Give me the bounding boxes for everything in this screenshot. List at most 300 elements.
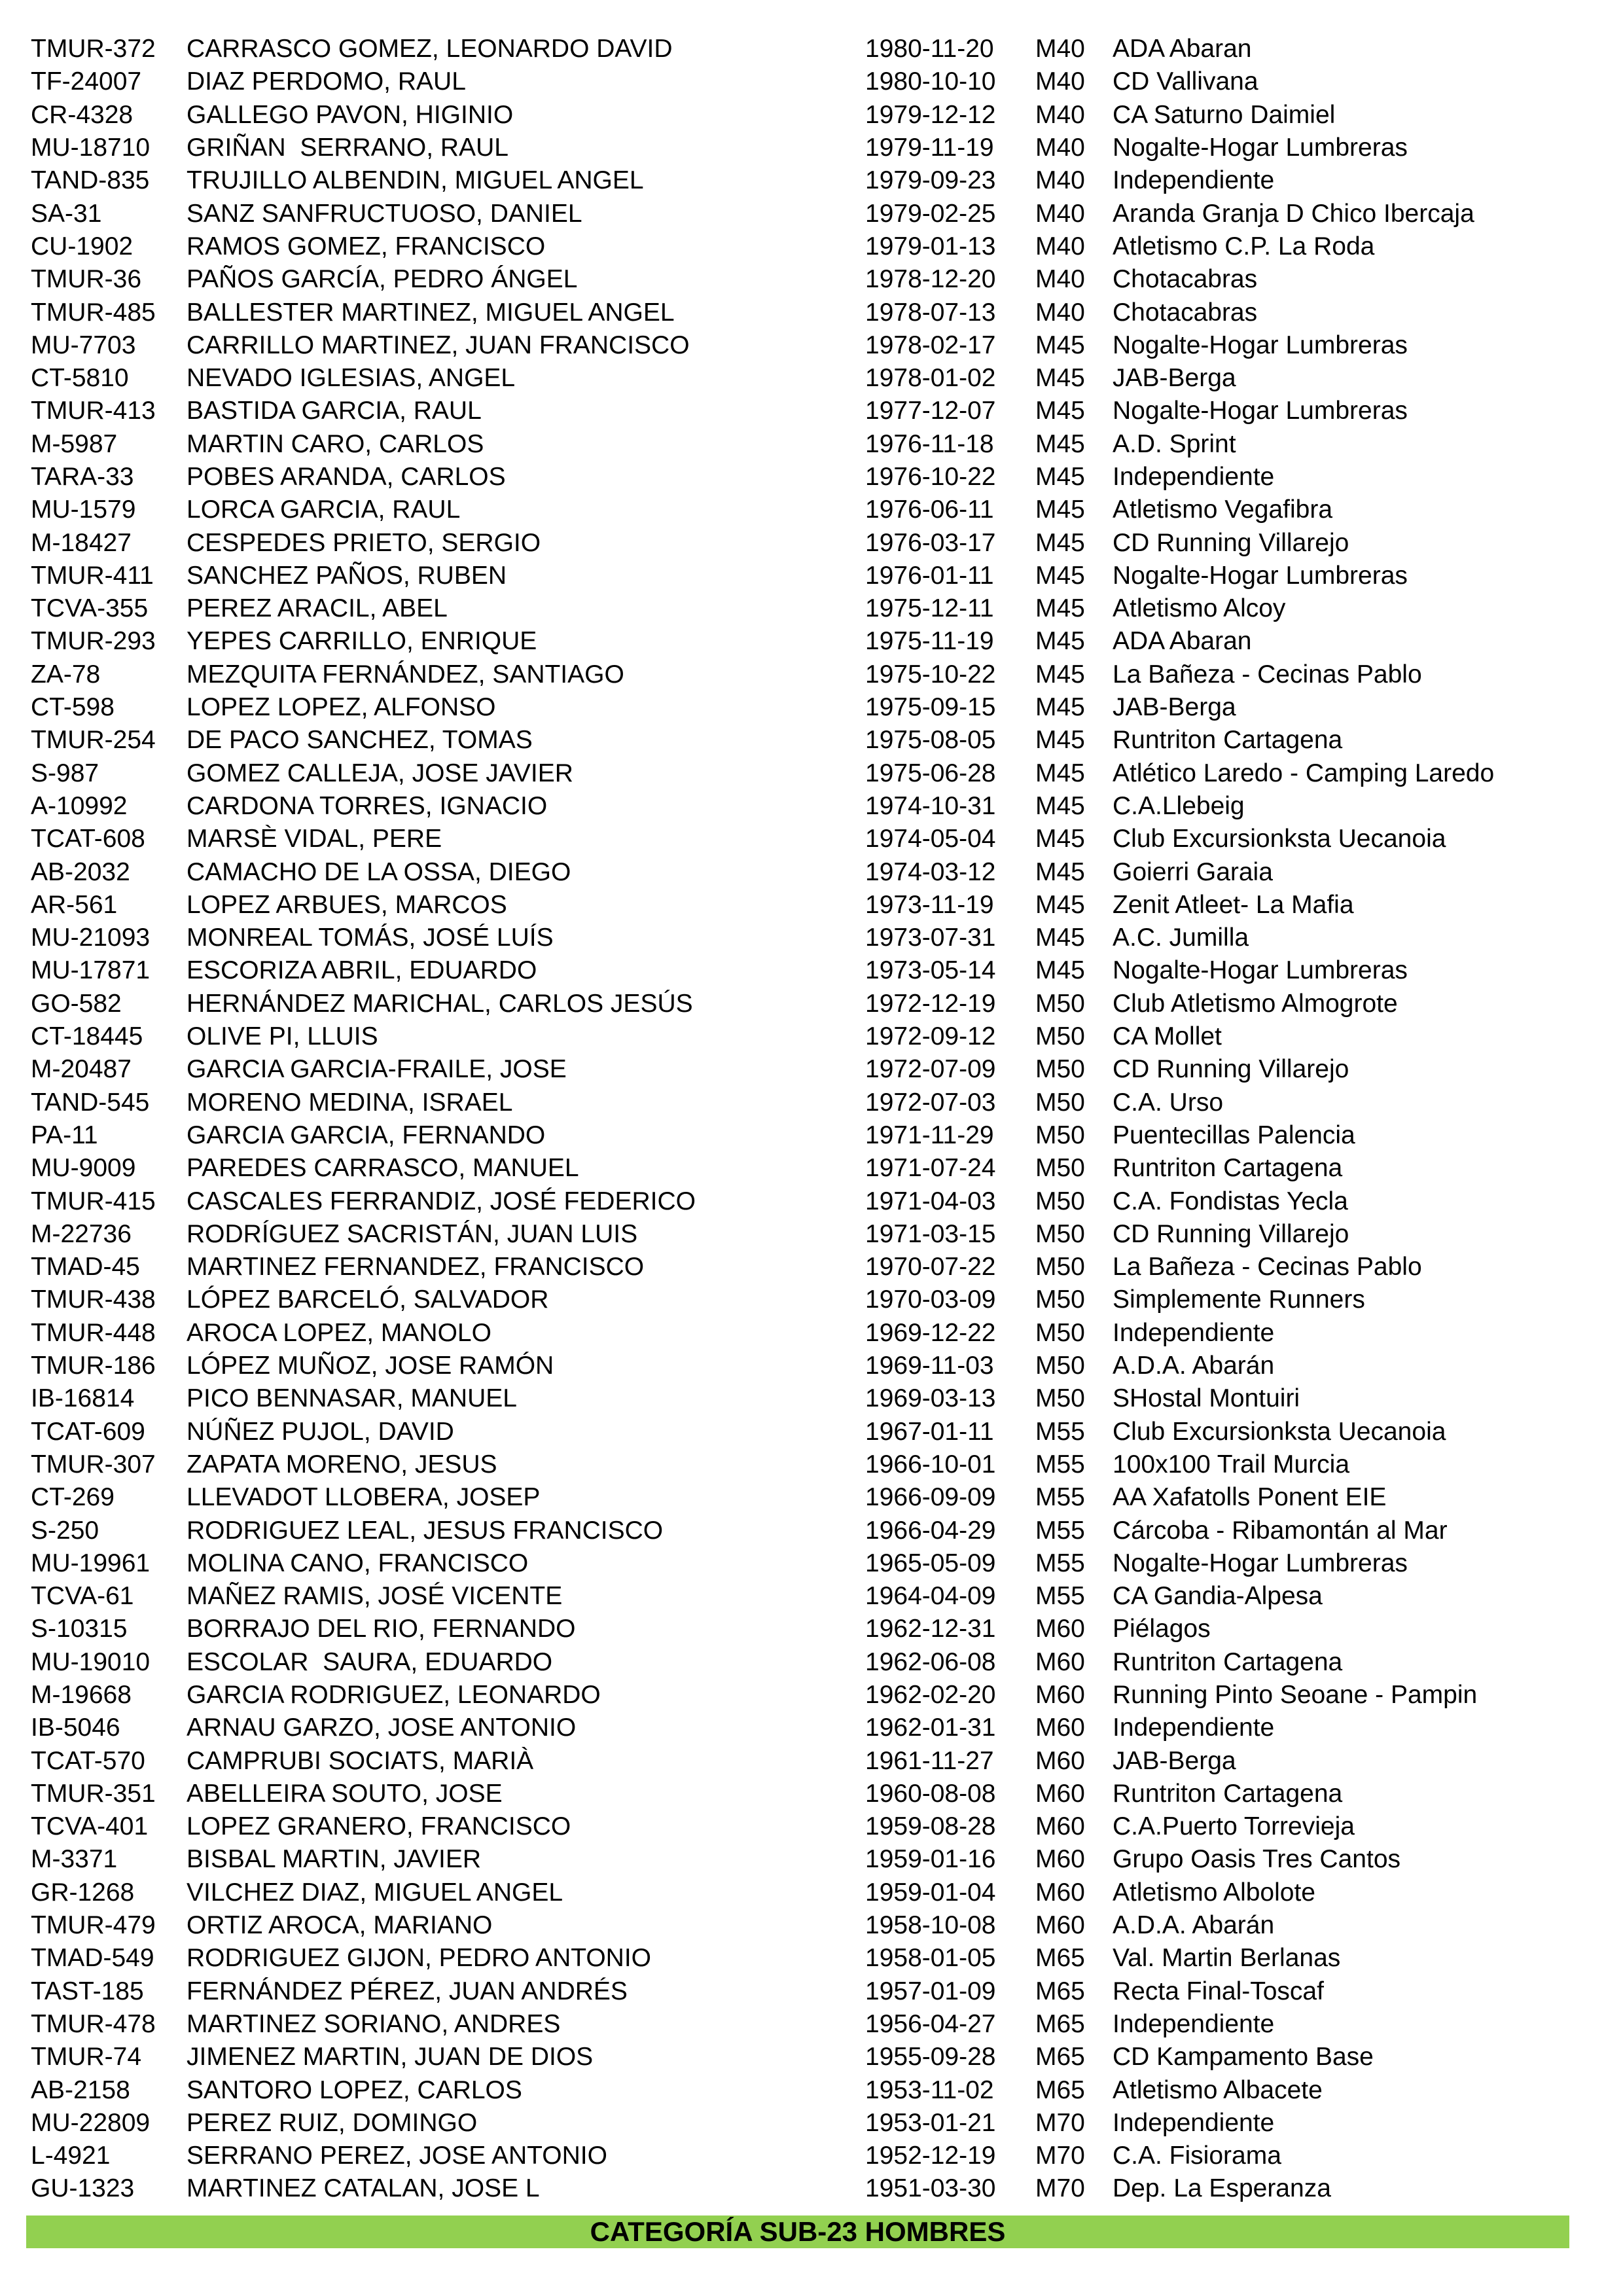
cell-license: ZA-78: [31, 660, 101, 689]
cell-athlete_name: GARCIA GARCIA, FERNANDO: [187, 1121, 546, 1149]
cell-athlete_name: LOPEZ GRANERO, FRANCISCO: [187, 1812, 571, 1841]
cell-category: M55: [1035, 1450, 1085, 1479]
table-row: [0, 1514, 1623, 1547]
cell-club: CA Mollet: [1113, 1022, 1222, 1051]
table-row: [0, 889, 1623, 922]
cell-athlete_name: YEPES CARRILLO, ENRIQUE: [187, 627, 537, 656]
cell-license: CU-1902: [31, 232, 134, 260]
cell-club: CD Running Villarejo: [1113, 1219, 1349, 1248]
cell-category: M40: [1035, 134, 1085, 162]
cell-athlete_name: ARNAU GARZO, JOSE ANTONIO: [187, 1713, 577, 1742]
cell-license: TCAT-608: [31, 825, 145, 853]
cell-license: TMUR-254: [31, 726, 156, 755]
cell-license: TCAT-609: [31, 1417, 145, 1446]
cell-category: M40: [1035, 298, 1085, 327]
cell-category: M45: [1035, 594, 1085, 623]
table-row: [0, 493, 1623, 526]
cell-birthdate: 1973-05-14: [865, 956, 996, 985]
cell-category: M45: [1035, 791, 1085, 820]
cell-birthdate: 1962-02-20: [865, 1680, 996, 1709]
cell-category: M70: [1035, 2142, 1085, 2170]
cell-club: Zenit Atleet- La Mafia: [1113, 890, 1354, 919]
cell-birthdate: 1975-10-22: [865, 660, 996, 689]
cell-license: IB-5046: [31, 1713, 120, 1742]
cell-category: M40: [1035, 232, 1085, 260]
cell-license: TAND-545: [31, 1088, 150, 1117]
table-row: [0, 823, 1623, 855]
cell-birthdate: 1971-03-15: [865, 1219, 996, 1248]
cell-license: MU-7703: [31, 331, 136, 359]
table-row: [0, 1481, 1623, 1514]
cell-athlete_name: LOPEZ LOPEZ, ALFONSO: [187, 693, 496, 722]
cell-athlete_name: MARTIN CARO, CARLOS: [187, 429, 484, 458]
cell-club: Independiente: [1113, 2108, 1275, 2137]
cell-athlete_name: GRIÑAN SERRANO, RAUL: [187, 134, 508, 162]
cell-category: M50: [1035, 1352, 1085, 1380]
cell-license: GU-1323: [31, 2174, 135, 2203]
cell-athlete_name: MARTINEZ SORIANO, ANDRES: [187, 2009, 561, 2038]
cell-license: MU-18710: [31, 134, 151, 162]
cell-club: Runtriton Cartagena: [1113, 1647, 1343, 1676]
cell-athlete_name: OLIVE PI, LLUIS: [187, 1022, 378, 1051]
table-row: [0, 99, 1623, 132]
cell-birthdate: 1958-10-08: [865, 1911, 996, 1940]
cell-athlete_name: TRUJILLO ALBENDIN, MIGUEL ANGEL: [187, 166, 644, 195]
table-row: [0, 1942, 1623, 1975]
cell-club: Chotacabras: [1113, 265, 1258, 294]
table-row: [0, 526, 1623, 559]
cell-birthdate: 1979-01-13: [865, 232, 996, 260]
cell-license: TMUR-415: [31, 1187, 156, 1215]
cell-category: M60: [1035, 1845, 1085, 1874]
table-row: [0, 1613, 1623, 1645]
cell-license: TMUR-307: [31, 1450, 156, 1479]
cell-club: A.C. Jumilla: [1113, 924, 1249, 952]
cell-birthdate: 1969-12-22: [865, 1318, 996, 1347]
table-row: [0, 1876, 1623, 1909]
cell-birthdate: 1969-03-13: [865, 1384, 996, 1413]
table-row: [0, 691, 1623, 724]
cell-category: M40: [1035, 35, 1085, 63]
cell-license: TMUR-186: [31, 1352, 156, 1380]
cell-category: M45: [1035, 463, 1085, 491]
cell-birthdate: 1957-01-09: [865, 1977, 996, 2005]
cell-birthdate: 1975-12-11: [865, 594, 994, 623]
cell-category: M50: [1035, 1022, 1085, 1051]
table-row: [0, 1778, 1623, 1810]
cell-athlete_name: RODRIGUEZ GIJON, PEDRO ANTONIO: [187, 1944, 652, 1973]
cell-athlete_name: MARSÈ VIDAL, PERE: [187, 825, 442, 853]
cell-category: M50: [1035, 1253, 1085, 1282]
table-row: [0, 625, 1623, 658]
cell-club: Nogalte-Hogar Lumbreras: [1113, 561, 1408, 590]
cell-birthdate: 1979-02-25: [865, 199, 996, 228]
cell-category: M65: [1035, 1944, 1085, 1973]
cell-club: A.D.A. Abarán: [1113, 1352, 1275, 1380]
cell-athlete_name: LLEVADOT LLOBERA, JOSEP: [187, 1483, 541, 1512]
cell-club: ADA Abaran: [1113, 35, 1252, 63]
cell-category: M45: [1035, 693, 1085, 722]
table-row: [0, 362, 1623, 395]
cell-birthdate: 1975-09-15: [865, 693, 996, 722]
table-row: [0, 2008, 1623, 2041]
cell-club: Runtriton Cartagena: [1113, 1779, 1343, 1808]
cell-license: GR-1268: [31, 1878, 135, 1907]
cell-club: CD Running Villarejo: [1113, 528, 1349, 557]
cell-birthdate: 1966-04-29: [865, 1516, 996, 1545]
cell-club: CD Running Villarejo: [1113, 1055, 1349, 1084]
cell-athlete_name: ESCOLAR SAURA, EDUARDO: [187, 1647, 553, 1676]
cell-athlete_name: VILCHEZ DIAZ, MIGUEL ANGEL: [187, 1878, 563, 1907]
cell-athlete_name: SERRANO PEREZ, JOSE ANTONIO: [187, 2142, 607, 2170]
cell-birthdate: 1966-10-01: [865, 1450, 996, 1479]
table-row: [0, 132, 1623, 164]
cell-category: M40: [1035, 67, 1085, 96]
cell-club: La Bañeza - Cecinas Pablo: [1113, 1253, 1422, 1282]
cell-birthdate: 1967-01-11: [865, 1417, 994, 1446]
cell-license: M-19668: [31, 1680, 132, 1709]
table-row: [0, 855, 1623, 888]
cell-birthdate: 1976-06-11: [865, 495, 994, 524]
cell-license: TCAT-570: [31, 1746, 145, 1775]
cell-club: Runtriton Cartagena: [1113, 726, 1343, 755]
cell-club: La Bañeza - Cecinas Pablo: [1113, 660, 1422, 689]
table-row: [0, 33, 1623, 65]
cell-birthdate: 1980-11-20: [865, 35, 994, 63]
cell-license: M-5987: [31, 429, 118, 458]
cell-athlete_name: ESCORIZA ABRIL, EDUARDO: [187, 956, 537, 985]
cell-athlete_name: GALLEGO PAVON, HIGINIO: [187, 100, 514, 129]
table-row: [0, 296, 1623, 329]
cell-club: Club Atletismo Almogrote: [1113, 989, 1398, 1018]
cell-category: M45: [1035, 956, 1085, 985]
cell-club: CD Vallivana: [1113, 67, 1258, 96]
table-row: [0, 592, 1623, 625]
cell-license: MU-22809: [31, 2108, 151, 2137]
cell-birthdate: 1975-08-05: [865, 726, 996, 755]
cell-birthdate: 1977-12-07: [865, 397, 996, 425]
cell-athlete_name: DIAZ PERDOMO, RAUL: [187, 67, 466, 96]
cell-category: M55: [1035, 1483, 1085, 1512]
cell-club: Atletismo Albolote: [1113, 1878, 1316, 1907]
cell-athlete_name: MEZQUITA FERNÁNDEZ, SANTIAGO: [187, 660, 624, 689]
cell-club: Atletismo Vegafibra: [1113, 495, 1333, 524]
cell-club: A.D. Sprint: [1113, 429, 1236, 458]
cell-club: SHostal Montuiri: [1113, 1384, 1300, 1413]
cell-category: M50: [1035, 1055, 1085, 1084]
table-row: [0, 164, 1623, 197]
cell-license: L-4921: [31, 2142, 111, 2170]
cell-birthdate: 1958-01-05: [865, 1944, 996, 1973]
cell-license: TCVA-61: [31, 1582, 134, 1611]
cell-category: M60: [1035, 1779, 1085, 1808]
cell-category: M65: [1035, 2043, 1085, 2072]
cell-category: M60: [1035, 1680, 1085, 1709]
cell-club: Puentecillas Palencia: [1113, 1121, 1355, 1149]
table-row: [0, 1580, 1623, 1613]
cell-license: TCVA-401: [31, 1812, 149, 1841]
cell-category: M50: [1035, 1121, 1085, 1149]
cell-license: MU-9009: [31, 1154, 136, 1183]
cell-club: C.A. Fisiorama: [1113, 2142, 1281, 2170]
cell-club: Club Excursionksta Uecanoia: [1113, 825, 1446, 853]
cell-category: M40: [1035, 166, 1085, 195]
cell-license: TF-24007: [31, 67, 142, 96]
cell-athlete_name: MOLINA CANO, FRANCISCO: [187, 1549, 529, 1577]
cell-club: CA Gandia-Alpesa: [1113, 1582, 1323, 1611]
cell-birthdate: 1970-07-22: [865, 1253, 996, 1282]
cell-athlete_name: PEREZ ARACIL, ABEL: [187, 594, 448, 623]
cell-birthdate: 1972-09-12: [865, 1022, 996, 1051]
cell-birthdate: 1966-09-09: [865, 1483, 996, 1512]
cell-club: Grupo Oasis Tres Cantos: [1113, 1845, 1401, 1874]
cell-category: M60: [1035, 1746, 1085, 1775]
cell-athlete_name: FERNÁNDEZ PÉREZ, JUAN ANDRÉS: [187, 1977, 628, 2005]
cell-birthdate: 1978-07-13: [865, 298, 996, 327]
cell-birthdate: 1961-11-27: [865, 1746, 994, 1775]
table-row: [0, 658, 1623, 691]
table-row: [0, 922, 1623, 954]
table-row: [0, 1547, 1623, 1580]
cell-athlete_name: GARCIA GARCIA-FRAILE, JOSE: [187, 1055, 567, 1084]
table-row: [0, 954, 1623, 987]
cell-club: Aranda Granja D Chico Ibercaja: [1113, 199, 1474, 228]
cell-category: M50: [1035, 1187, 1085, 1215]
cell-category: M45: [1035, 528, 1085, 557]
cell-category: M40: [1035, 100, 1085, 129]
cell-category: M70: [1035, 2108, 1085, 2137]
table-row: [0, 724, 1623, 757]
cell-athlete_name: SANZ SANFRUCTUOSO, DANIEL: [187, 199, 582, 228]
cell-club: CA Saturno Daimiel: [1113, 100, 1336, 129]
cell-athlete_name: MARTINEZ CATALAN, JOSE L: [187, 2174, 540, 2203]
table-row: [0, 1679, 1623, 1712]
cell-category: M45: [1035, 660, 1085, 689]
cell-athlete_name: NÚÑEZ PUJOL, DAVID: [187, 1417, 454, 1446]
cell-athlete_name: GARCIA RODRIGUEZ, LEONARDO: [187, 1680, 601, 1709]
cell-license: TAST-185: [31, 1977, 144, 2005]
cell-license: TMUR-36: [31, 265, 142, 294]
cell-athlete_name: ABELLEIRA SOUTO, JOSE: [187, 1779, 503, 1808]
cell-birthdate: 1978-12-20: [865, 265, 996, 294]
cell-category: M45: [1035, 890, 1085, 919]
cell-category: M55: [1035, 1549, 1085, 1577]
cell-category: M60: [1035, 1911, 1085, 1940]
cell-club: Nogalte-Hogar Lumbreras: [1113, 397, 1408, 425]
cell-license: TMUR-479: [31, 1911, 156, 1940]
cell-club: C.A.Llebeig: [1113, 791, 1245, 820]
cell-athlete_name: MARTINEZ FERNANDEZ, FRANCISCO: [187, 1253, 645, 1282]
cell-category: M50: [1035, 989, 1085, 1018]
cell-birthdate: 1976-11-18: [865, 429, 994, 458]
table-row: [0, 1810, 1623, 1843]
cell-athlete_name: SANCHEZ PAÑOS, RUBEN: [187, 561, 507, 590]
cell-athlete_name: BALLESTER MARTINEZ, MIGUEL ANGEL: [187, 298, 675, 327]
cell-birthdate: 1969-11-03: [865, 1352, 994, 1380]
cell-category: M65: [1035, 2009, 1085, 2038]
cell-birthdate: 1974-03-12: [865, 857, 996, 886]
cell-athlete_name: BASTIDA GARCIA, RAUL: [187, 397, 482, 425]
cell-birthdate: 1959-08-28: [865, 1812, 996, 1841]
cell-license: M-22736: [31, 1219, 132, 1248]
cell-birthdate: 1973-07-31: [865, 924, 996, 952]
cell-club: Atlético Laredo - Camping Laredo: [1113, 759, 1495, 787]
cell-birthdate: 1959-01-04: [865, 1878, 996, 1907]
cell-athlete_name: LORCA GARCIA, RAUL: [187, 495, 461, 524]
cell-license: S-250: [31, 1516, 99, 1545]
cell-birthdate: 1962-12-31: [865, 1615, 996, 1643]
cell-club: ADA Abaran: [1113, 627, 1252, 656]
cell-category: M45: [1035, 397, 1085, 425]
table-row: [0, 65, 1623, 98]
cell-athlete_name: CASCALES FERRANDIZ, JOSÉ FEDERICO: [187, 1187, 696, 1215]
cell-category: M45: [1035, 924, 1085, 952]
table-row: [0, 1909, 1623, 1942]
cell-license: AR-561: [31, 890, 118, 919]
cell-category: M55: [1035, 1417, 1085, 1446]
cell-license: TMUR-485: [31, 298, 156, 327]
category-footer-label: CATEGORÍA SUB-23 HOMBRES: [590, 2216, 1006, 2247]
table-row: [0, 560, 1623, 592]
table-row: [0, 1218, 1623, 1251]
cell-club: C.A. Urso: [1113, 1088, 1224, 1117]
cell-club: Atletismo Albacete: [1113, 2075, 1323, 2104]
cell-category: M50: [1035, 1219, 1085, 1248]
cell-category: M45: [1035, 825, 1085, 853]
cell-birthdate: 1951-03-30: [865, 2174, 996, 2203]
cell-license: MU-19961: [31, 1549, 151, 1577]
cell-club: Atletismo C.P. La Roda: [1113, 232, 1375, 260]
cell-birthdate: 1953-11-02: [865, 2075, 994, 2104]
cell-club: A.D.A. Abarán: [1113, 1911, 1275, 1940]
cell-license: CT-598: [31, 693, 115, 722]
cell-athlete_name: POBES ARANDA, CARLOS: [187, 463, 506, 491]
cell-license: IB-16814: [31, 1384, 135, 1413]
cell-birthdate: 1973-11-19: [865, 890, 994, 919]
cell-club: Piélagos: [1113, 1615, 1211, 1643]
cell-club: Independiente: [1113, 1713, 1275, 1742]
cell-license: SA-31: [31, 199, 102, 228]
cell-club: JAB-Berga: [1113, 1746, 1236, 1775]
cell-club: Independiente: [1113, 2009, 1275, 2038]
cell-birthdate: 1955-09-28: [865, 2043, 996, 2072]
cell-birthdate: 1978-01-02: [865, 364, 996, 393]
cell-license: TMAD-549: [31, 1944, 154, 1973]
cell-birthdate: 1979-12-12: [865, 100, 996, 129]
cell-category: M50: [1035, 1318, 1085, 1347]
cell-athlete_name: LÓPEZ MUÑOZ, JOSE RAMÓN: [187, 1352, 554, 1380]
cell-athlete_name: ZAPATA MORENO, JESUS: [187, 1450, 497, 1479]
cell-athlete_name: MORENO MEDINA, ISRAEL: [187, 1088, 513, 1117]
cell-category: M40: [1035, 265, 1085, 294]
cell-club: Cárcoba - Ribamontán al Mar: [1113, 1516, 1448, 1545]
cell-club: Club Excursionksta Uecanoia: [1113, 1417, 1446, 1446]
cell-athlete_name: HERNÁNDEZ MARICHAL, CARLOS JESÚS: [187, 989, 693, 1018]
cell-birthdate: 1975-11-19: [865, 627, 994, 656]
table-row: [0, 2172, 1623, 2205]
table-row: [0, 1119, 1623, 1152]
cell-category: M50: [1035, 1088, 1085, 1117]
cell-athlete_name: ORTIZ AROCA, MARIANO: [187, 1911, 493, 1940]
cell-category: M60: [1035, 1878, 1085, 1907]
cell-license: AB-2032: [31, 857, 130, 886]
cell-club: Nogalte-Hogar Lumbreras: [1113, 331, 1408, 359]
cell-athlete_name: PAREDES CARRASCO, MANUEL: [187, 1154, 579, 1183]
cell-club: Atletismo Alcoy: [1113, 594, 1286, 623]
cell-category: M70: [1035, 2174, 1085, 2203]
cell-birthdate: 1972-07-09: [865, 1055, 996, 1084]
cell-athlete_name: PAÑOS GARCÍA, PEDRO ÁNGEL: [187, 265, 578, 294]
cell-birthdate: 1974-05-04: [865, 825, 996, 853]
table-row: [0, 230, 1623, 263]
category-footer-banner: [26, 2215, 1569, 2248]
cell-athlete_name: LÓPEZ BARCELÓ, SALVADOR: [187, 1285, 549, 1314]
cell-license: TMUR-74: [31, 2043, 142, 2072]
cell-category: M45: [1035, 726, 1085, 755]
table-row: [0, 1415, 1623, 1448]
cell-club: Independiente: [1113, 463, 1275, 491]
cell-birthdate: 1953-01-21: [865, 2108, 996, 2137]
table-row: [0, 1350, 1623, 1382]
cell-athlete_name: LOPEZ ARBUES, MARCOS: [187, 890, 507, 919]
cell-license: CT-269: [31, 1483, 115, 1512]
cell-license: TMUR-351: [31, 1779, 156, 1808]
cell-license: MU-21093: [31, 924, 151, 952]
table-row: [0, 1020, 1623, 1053]
cell-license: MU-19010: [31, 1647, 151, 1676]
table-row: [0, 197, 1623, 230]
cell-club: Independiente: [1113, 166, 1275, 195]
cell-athlete_name: BISBAL MARTIN, JAVIER: [187, 1845, 482, 1874]
table-row: [0, 1744, 1623, 1777]
table-row: [0, 1152, 1623, 1185]
cell-license: M-20487: [31, 1055, 132, 1084]
cell-club: AA Xafatolls Ponent EIE: [1113, 1483, 1387, 1512]
cell-athlete_name: MAÑEZ RAMIS, JOSÉ VICENTE: [187, 1582, 563, 1611]
table-row: [0, 1086, 1623, 1119]
cell-license: TMUR-293: [31, 627, 156, 656]
cell-birthdate: 1971-07-24: [865, 1154, 996, 1183]
cell-license: MU-17871: [31, 956, 151, 985]
cell-club: Nogalte-Hogar Lumbreras: [1113, 134, 1408, 162]
cell-athlete_name: GOMEZ CALLEJA, JOSE JAVIER: [187, 759, 573, 787]
table-row: [0, 1317, 1623, 1350]
cell-category: M45: [1035, 364, 1085, 393]
cell-license: TMAD-45: [31, 1253, 140, 1282]
cell-club: Val. Martin Berlanas: [1113, 1944, 1341, 1973]
table-row: [0, 988, 1623, 1020]
cell-category: M60: [1035, 1647, 1085, 1676]
table-row: [0, 2107, 1623, 2140]
table-row: [0, 1185, 1623, 1217]
table-row: [0, 428, 1623, 461]
cell-category: M55: [1035, 1516, 1085, 1545]
cell-club: Nogalte-Hogar Lumbreras: [1113, 956, 1408, 985]
cell-athlete_name: JIMENEZ MARTIN, JUAN DE DIOS: [187, 2043, 594, 2072]
cell-license: CR-4328: [31, 100, 134, 129]
cell-club: Independiente: [1113, 1318, 1275, 1347]
cell-license: M-3371: [31, 1845, 118, 1874]
table-row: [0, 1448, 1623, 1481]
table-row: [0, 790, 1623, 823]
cell-license: TMUR-448: [31, 1318, 156, 1347]
cell-athlete_name: PICO BENNASAR, MANUEL: [187, 1384, 517, 1413]
cell-birthdate: 1976-01-11: [865, 561, 994, 590]
cell-license: TMUR-372: [31, 35, 156, 63]
cell-category: M45: [1035, 857, 1085, 886]
cell-club: JAB-Berga: [1113, 364, 1236, 393]
cell-birthdate: 1965-05-09: [865, 1549, 996, 1577]
